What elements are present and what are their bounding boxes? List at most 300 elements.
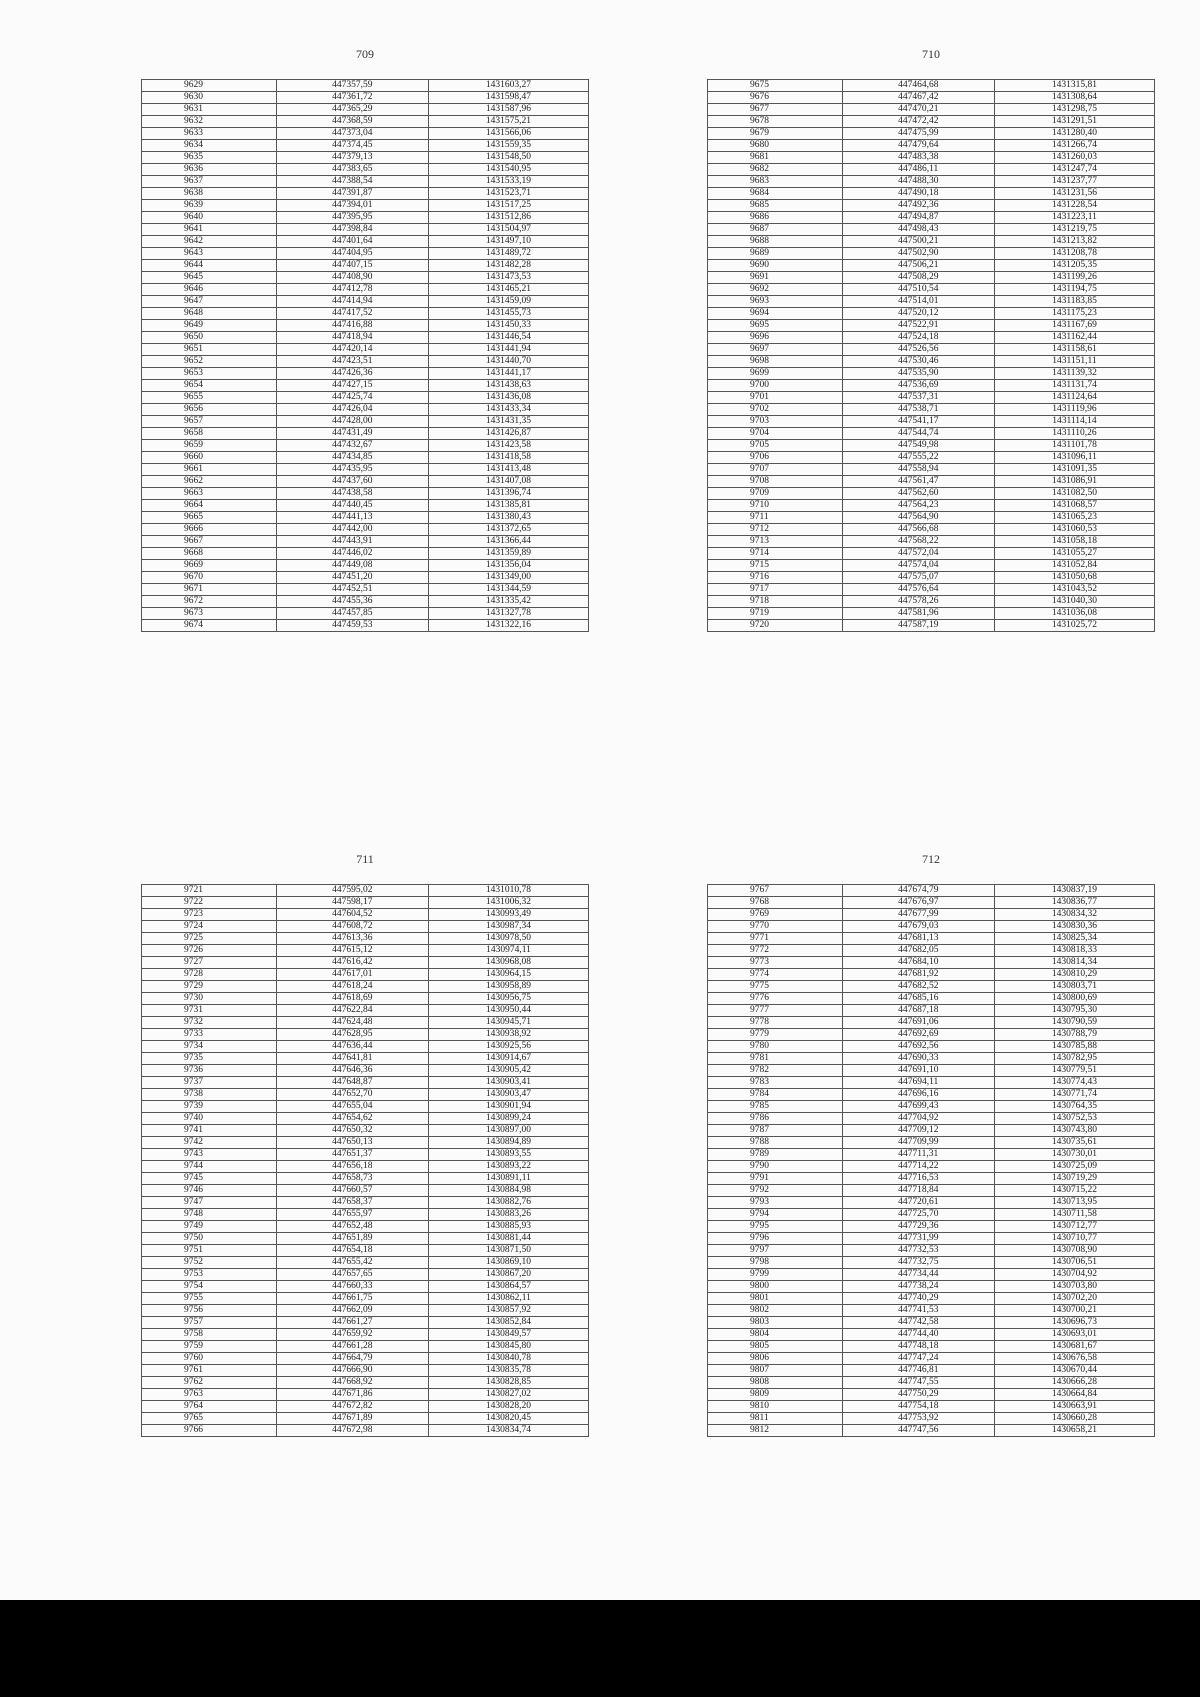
x-coordinate-cell: 447425,74 — [276, 392, 428, 404]
point-number-cell: 9712 — [708, 524, 843, 536]
y-coordinate-cell: 1430869,10 — [428, 1257, 588, 1269]
point-number-cell: 9721 — [142, 885, 277, 897]
x-coordinate-cell: 447650,13 — [276, 1137, 428, 1149]
y-coordinate-cell: 1431504,97 — [428, 224, 588, 236]
table-row — [708, 392, 1155, 404]
table-row — [708, 368, 1155, 380]
x-coordinate-cell: 447662,09 — [276, 1305, 428, 1317]
y-coordinate-cell: 1430974,11 — [428, 945, 588, 957]
y-coordinate-cell: 1430774,43 — [994, 1077, 1154, 1089]
x-coordinate-cell: 447420,14 — [276, 344, 428, 356]
x-coordinate-cell: 447437,60 — [276, 476, 428, 488]
table-row — [142, 344, 589, 356]
table-row — [142, 440, 589, 452]
y-coordinate-cell: 1431151,11 — [994, 356, 1154, 368]
table-row — [708, 1281, 1155, 1293]
y-coordinate-cell: 1431158,61 — [994, 344, 1154, 356]
table-row — [708, 260, 1155, 272]
table-row — [708, 1017, 1155, 1029]
y-coordinate-cell: 1430785,88 — [994, 1041, 1154, 1053]
y-coordinate-cell: 1430771,74 — [994, 1089, 1154, 1101]
x-coordinate-cell: 447741,53 — [842, 1305, 994, 1317]
point-number-cell: 9630 — [142, 92, 277, 104]
table-row — [708, 1113, 1155, 1125]
point-number-cell: 9640 — [142, 212, 277, 224]
table-row — [142, 548, 589, 560]
x-coordinate-cell: 447506,21 — [842, 260, 994, 272]
x-coordinate-cell: 447572,04 — [842, 548, 994, 560]
point-number-cell: 9785 — [708, 1101, 843, 1113]
table-row — [142, 200, 589, 212]
point-number-cell: 9751 — [142, 1245, 277, 1257]
y-coordinate-cell: 1430658,21 — [994, 1425, 1154, 1437]
table-row — [708, 1005, 1155, 1017]
x-coordinate-cell: 447690,33 — [842, 1053, 994, 1065]
point-number-cell: 9717 — [708, 584, 843, 596]
x-coordinate-cell: 447692,69 — [842, 1029, 994, 1041]
x-coordinate-cell: 447442,00 — [276, 524, 428, 536]
point-number-cell: 9656 — [142, 404, 277, 416]
table-row — [142, 885, 589, 897]
table-row — [142, 1329, 589, 1341]
table-row — [142, 572, 589, 584]
point-number-cell: 9716 — [708, 572, 843, 584]
x-coordinate-cell: 447685,16 — [842, 993, 994, 1005]
x-coordinate-cell: 447479,64 — [842, 140, 994, 152]
y-coordinate-cell: 1431482,28 — [428, 260, 588, 272]
y-coordinate-cell: 1430696,73 — [994, 1317, 1154, 1329]
x-coordinate-cell: 447443,91 — [276, 536, 428, 548]
x-coordinate-cell: 447373,04 — [276, 128, 428, 140]
point-number-cell: 9726 — [142, 945, 277, 957]
point-number-cell: 9772 — [708, 945, 843, 957]
table-row — [708, 596, 1155, 608]
point-number-cell: 9661 — [142, 464, 277, 476]
x-coordinate-cell: 447391,87 — [276, 188, 428, 200]
x-coordinate-cell: 447694,11 — [842, 1077, 994, 1089]
table-row — [142, 1389, 589, 1401]
y-coordinate-cell: 1431559,35 — [428, 140, 588, 152]
y-coordinate-cell: 1431407,08 — [428, 476, 588, 488]
point-number-cell: 9802 — [708, 1305, 843, 1317]
x-coordinate-cell: 447541,17 — [842, 416, 994, 428]
x-coordinate-cell: 447537,31 — [842, 392, 994, 404]
table-row — [708, 236, 1155, 248]
point-number-cell: 9745 — [142, 1173, 277, 1185]
x-coordinate-cell: 447692,56 — [842, 1041, 994, 1053]
y-coordinate-cell: 1431548,50 — [428, 152, 588, 164]
x-coordinate-cell: 447661,28 — [276, 1341, 428, 1353]
point-number-cell: 9655 — [142, 392, 277, 404]
table-row — [142, 1005, 589, 1017]
x-coordinate-cell: 447729,36 — [842, 1221, 994, 1233]
x-coordinate-cell: 447418,94 — [276, 332, 428, 344]
table-row — [142, 212, 589, 224]
x-coordinate-cell: 447624,48 — [276, 1017, 428, 1029]
y-coordinate-cell: 1430840,78 — [428, 1353, 588, 1365]
y-coordinate-cell: 1430834,74 — [428, 1425, 588, 1437]
x-coordinate-cell: 447660,33 — [276, 1281, 428, 1293]
y-coordinate-cell: 1431139,32 — [994, 368, 1154, 380]
table-row — [142, 248, 589, 260]
x-coordinate-cell: 447483,38 — [842, 152, 994, 164]
table-row — [142, 428, 589, 440]
y-coordinate-cell: 1431110,26 — [994, 428, 1154, 440]
y-coordinate-cell: 1430825,34 — [994, 933, 1154, 945]
point-number-cell: 9714 — [708, 548, 843, 560]
x-coordinate-cell: 447526,56 — [842, 344, 994, 356]
table-row — [708, 1089, 1155, 1101]
x-coordinate-cell: 447731,99 — [842, 1233, 994, 1245]
point-number-cell: 9631 — [142, 104, 277, 116]
x-coordinate-cell: 447568,22 — [842, 536, 994, 548]
y-coordinate-cell: 1431308,64 — [994, 92, 1154, 104]
y-coordinate-cell: 1431237,77 — [994, 176, 1154, 188]
y-coordinate-cell: 1430905,42 — [428, 1065, 588, 1077]
y-coordinate-cell: 1431052,84 — [994, 560, 1154, 572]
table-row — [708, 404, 1155, 416]
y-coordinate-cell: 1431040,30 — [994, 596, 1154, 608]
x-coordinate-cell: 447407,15 — [276, 260, 428, 272]
point-number-cell: 9773 — [708, 957, 843, 969]
table-row — [142, 416, 589, 428]
y-coordinate-cell: 1431575,21 — [428, 116, 588, 128]
y-coordinate-cell: 1430968,08 — [428, 957, 588, 969]
x-coordinate-cell: 447434,85 — [276, 452, 428, 464]
point-number-cell: 9803 — [708, 1317, 843, 1329]
point-number-cell: 9782 — [708, 1065, 843, 1077]
table-row — [708, 536, 1155, 548]
y-coordinate-cell: 1431175,23 — [994, 308, 1154, 320]
y-coordinate-cell: 1430660,28 — [994, 1413, 1154, 1425]
y-coordinate-cell: 1431349,00 — [428, 572, 588, 584]
x-coordinate-cell: 447522,91 — [842, 320, 994, 332]
table-row — [142, 1149, 589, 1161]
y-coordinate-cell: 1431356,04 — [428, 560, 588, 572]
x-coordinate-cell: 447681,92 — [842, 969, 994, 981]
y-coordinate-cell: 1431327,78 — [428, 608, 588, 620]
x-coordinate-cell: 447423,51 — [276, 356, 428, 368]
y-coordinate-cell: 1430711,58 — [994, 1209, 1154, 1221]
y-coordinate-cell: 1431438,63 — [428, 380, 588, 392]
point-number-cell: 9639 — [142, 200, 277, 212]
table-row — [142, 524, 589, 536]
point-number-cell: 9771 — [708, 933, 843, 945]
table-row — [708, 548, 1155, 560]
table-row — [142, 116, 589, 128]
x-coordinate-cell: 447716,53 — [842, 1173, 994, 1185]
x-coordinate-cell: 447677,99 — [842, 909, 994, 921]
table-row — [142, 957, 589, 969]
table-row — [708, 560, 1155, 572]
y-coordinate-cell: 1430834,32 — [994, 909, 1154, 921]
point-number-cell: 9684 — [708, 188, 843, 200]
y-coordinate-cell: 1430903,47 — [428, 1089, 588, 1101]
y-coordinate-cell: 1431497,10 — [428, 236, 588, 248]
table-row — [708, 164, 1155, 176]
x-coordinate-cell: 447564,90 — [842, 512, 994, 524]
coordinate-table — [707, 884, 1155, 1437]
y-coordinate-cell: 1430964,15 — [428, 969, 588, 981]
y-coordinate-cell: 1431213,82 — [994, 236, 1154, 248]
y-coordinate-cell: 1431441,94 — [428, 344, 588, 356]
y-coordinate-cell: 1431446,54 — [428, 332, 588, 344]
table-row — [708, 80, 1155, 92]
table-row — [142, 176, 589, 188]
table-row — [708, 1245, 1155, 1257]
table-row — [708, 1233, 1155, 1245]
table-row — [142, 500, 589, 512]
table-row — [142, 1365, 589, 1377]
x-coordinate-cell: 447562,60 — [842, 488, 994, 500]
table-row — [142, 1125, 589, 1137]
table-row — [708, 92, 1155, 104]
coordinate-table — [141, 79, 589, 632]
x-coordinate-cell: 447544,74 — [842, 428, 994, 440]
x-coordinate-cell: 447651,89 — [276, 1233, 428, 1245]
table-row — [708, 1293, 1155, 1305]
point-number-cell: 9805 — [708, 1341, 843, 1353]
y-coordinate-cell: 1431603,27 — [428, 80, 588, 92]
point-number-cell: 9654 — [142, 380, 277, 392]
y-coordinate-cell: 1430901,94 — [428, 1101, 588, 1113]
point-number-cell: 9642 — [142, 236, 277, 248]
table-row — [142, 1041, 589, 1053]
point-number-cell: 9693 — [708, 296, 843, 308]
table-row — [708, 200, 1155, 212]
x-coordinate-cell: 447490,18 — [842, 188, 994, 200]
y-coordinate-cell: 1431385,81 — [428, 500, 588, 512]
x-coordinate-cell: 447574,04 — [842, 560, 994, 572]
point-number-cell: 9759 — [142, 1341, 277, 1353]
point-number-cell: 9797 — [708, 1245, 843, 1257]
y-coordinate-cell: 1431010,78 — [428, 885, 588, 897]
y-coordinate-cell: 1431280,40 — [994, 128, 1154, 140]
table-row — [142, 981, 589, 993]
x-coordinate-cell: 447404,95 — [276, 248, 428, 260]
table-row — [708, 572, 1155, 584]
point-number-cell: 9804 — [708, 1329, 843, 1341]
x-coordinate-cell: 447668,92 — [276, 1377, 428, 1389]
y-coordinate-cell: 1431091,35 — [994, 464, 1154, 476]
table-row — [142, 512, 589, 524]
y-coordinate-cell: 1430893,22 — [428, 1161, 588, 1173]
y-coordinate-cell: 1431540,95 — [428, 164, 588, 176]
table-row — [708, 620, 1155, 632]
table-row — [708, 332, 1155, 344]
table-row — [708, 1197, 1155, 1209]
x-coordinate-cell: 447732,53 — [842, 1245, 994, 1257]
table-row — [708, 1029, 1155, 1041]
y-coordinate-cell: 1430871,50 — [428, 1245, 588, 1257]
x-coordinate-cell: 447691,10 — [842, 1065, 994, 1077]
point-number-cell: 9761 — [142, 1365, 277, 1377]
x-coordinate-cell: 447732,75 — [842, 1257, 994, 1269]
x-coordinate-cell: 447748,18 — [842, 1341, 994, 1353]
table-row — [142, 1401, 589, 1413]
table-row — [142, 608, 589, 620]
y-coordinate-cell: 1431205,35 — [994, 260, 1154, 272]
y-coordinate-cell: 1430867,20 — [428, 1269, 588, 1281]
point-number-cell: 9812 — [708, 1425, 843, 1437]
table-row — [142, 1089, 589, 1101]
table-row — [708, 981, 1155, 993]
y-coordinate-cell: 1431459,09 — [428, 296, 588, 308]
table-row — [708, 284, 1155, 296]
y-coordinate-cell: 1431322,16 — [428, 620, 588, 632]
table-row — [142, 1137, 589, 1149]
x-coordinate-cell: 447451,20 — [276, 572, 428, 584]
y-coordinate-cell: 1431366,44 — [428, 536, 588, 548]
table-row — [142, 1077, 589, 1089]
point-number-cell: 9707 — [708, 464, 843, 476]
x-coordinate-cell: 447681,13 — [842, 933, 994, 945]
point-number-cell: 9724 — [142, 921, 277, 933]
table-row — [708, 320, 1155, 332]
y-coordinate-cell: 1430702,20 — [994, 1293, 1154, 1305]
point-number-cell: 9727 — [142, 957, 277, 969]
y-coordinate-cell: 1430899,24 — [428, 1113, 588, 1125]
point-number-cell: 9681 — [708, 152, 843, 164]
table-row — [142, 1269, 589, 1281]
y-coordinate-cell: 1431396,74 — [428, 488, 588, 500]
y-coordinate-cell: 1430704,92 — [994, 1269, 1154, 1281]
point-number-cell: 9809 — [708, 1389, 843, 1401]
y-coordinate-cell: 1430666,28 — [994, 1377, 1154, 1389]
point-number-cell: 9746 — [142, 1185, 277, 1197]
x-coordinate-cell: 447530,46 — [842, 356, 994, 368]
x-coordinate-cell: 447361,72 — [276, 92, 428, 104]
x-coordinate-cell: 447535,90 — [842, 368, 994, 380]
table-row — [142, 128, 589, 140]
table-row — [708, 1221, 1155, 1233]
x-coordinate-cell: 447671,86 — [276, 1389, 428, 1401]
point-number-cell: 9778 — [708, 1017, 843, 1029]
y-coordinate-cell: 1431418,58 — [428, 452, 588, 464]
y-coordinate-cell: 1430836,77 — [994, 897, 1154, 909]
y-coordinate-cell: 1431050,68 — [994, 572, 1154, 584]
point-number-cell: 9697 — [708, 344, 843, 356]
table-row — [708, 1041, 1155, 1053]
point-number-cell: 9786 — [708, 1113, 843, 1125]
point-number-cell: 9632 — [142, 116, 277, 128]
y-coordinate-cell: 1430676,58 — [994, 1353, 1154, 1365]
y-coordinate-cell: 1430958,89 — [428, 981, 588, 993]
x-coordinate-cell: 447598,17 — [276, 897, 428, 909]
y-coordinate-cell: 1430725,09 — [994, 1161, 1154, 1173]
y-coordinate-cell: 1431131,74 — [994, 380, 1154, 392]
point-number-cell: 9690 — [708, 260, 843, 272]
point-number-cell: 9720 — [708, 620, 843, 632]
y-coordinate-cell: 1430852,84 — [428, 1317, 588, 1329]
x-coordinate-cell: 447679,03 — [842, 921, 994, 933]
x-coordinate-cell: 447470,21 — [842, 104, 994, 116]
table-row — [708, 128, 1155, 140]
x-coordinate-cell: 447622,84 — [276, 1005, 428, 1017]
page-number: 709 — [356, 47, 374, 61]
x-coordinate-cell: 447651,37 — [276, 1149, 428, 1161]
y-coordinate-cell: 1430788,79 — [994, 1029, 1154, 1041]
table-row — [142, 1413, 589, 1425]
y-coordinate-cell: 1431055,27 — [994, 548, 1154, 560]
y-coordinate-cell: 1430719,29 — [994, 1173, 1154, 1185]
x-coordinate-cell: 447508,29 — [842, 272, 994, 284]
table-row — [708, 1425, 1155, 1437]
table-row — [142, 620, 589, 632]
x-coordinate-cell: 447646,36 — [276, 1065, 428, 1077]
table-row — [142, 320, 589, 332]
x-coordinate-cell: 447740,29 — [842, 1293, 994, 1305]
table-row — [708, 440, 1155, 452]
point-number-cell: 9705 — [708, 440, 843, 452]
x-coordinate-cell: 447672,82 — [276, 1401, 428, 1413]
point-number-cell: 9794 — [708, 1209, 843, 1221]
point-number-cell: 9651 — [142, 344, 277, 356]
x-coordinate-cell: 447660,57 — [276, 1185, 428, 1197]
x-coordinate-cell: 447666,90 — [276, 1365, 428, 1377]
point-number-cell: 9710 — [708, 500, 843, 512]
x-coordinate-cell: 447558,94 — [842, 464, 994, 476]
point-number-cell: 9741 — [142, 1125, 277, 1137]
y-coordinate-cell: 1431124,64 — [994, 392, 1154, 404]
table-row — [708, 224, 1155, 236]
x-coordinate-cell: 447492,36 — [842, 200, 994, 212]
point-number-cell: 9766 — [142, 1425, 277, 1437]
x-coordinate-cell: 447747,56 — [842, 1425, 994, 1437]
table-row — [142, 596, 589, 608]
point-number-cell: 9750 — [142, 1233, 277, 1245]
page-number: 711 — [356, 852, 374, 866]
page-number: 712 — [922, 852, 940, 866]
point-number-cell: 9709 — [708, 488, 843, 500]
y-coordinate-cell: 1431194,75 — [994, 284, 1154, 296]
y-coordinate-cell: 1431082,50 — [994, 488, 1154, 500]
point-number-cell: 9752 — [142, 1257, 277, 1269]
point-number-cell: 9711 — [708, 512, 843, 524]
y-coordinate-cell: 1431060,53 — [994, 524, 1154, 536]
x-coordinate-cell: 447608,72 — [276, 921, 428, 933]
table-row — [142, 488, 589, 500]
table-row — [142, 1185, 589, 1197]
x-coordinate-cell: 447457,85 — [276, 608, 428, 620]
point-number-cell: 9689 — [708, 248, 843, 260]
table-row — [142, 356, 589, 368]
point-number-cell: 9728 — [142, 969, 277, 981]
x-coordinate-cell: 447648,87 — [276, 1077, 428, 1089]
x-coordinate-cell: 447524,18 — [842, 332, 994, 344]
point-number-cell: 9807 — [708, 1365, 843, 1377]
point-number-cell: 9784 — [708, 1089, 843, 1101]
y-coordinate-cell: 1431517,25 — [428, 200, 588, 212]
x-coordinate-cell: 447426,36 — [276, 368, 428, 380]
y-coordinate-cell: 1431065,23 — [994, 512, 1154, 524]
table-row — [708, 1329, 1155, 1341]
point-number-cell: 9671 — [142, 584, 277, 596]
table-row — [142, 164, 589, 176]
y-coordinate-cell: 1430885,93 — [428, 1221, 588, 1233]
table-row — [142, 921, 589, 933]
x-coordinate-cell: 447720,61 — [842, 1197, 994, 1209]
x-coordinate-cell: 447718,84 — [842, 1185, 994, 1197]
y-coordinate-cell: 1431433,34 — [428, 404, 588, 416]
y-coordinate-cell: 1431208,78 — [994, 248, 1154, 260]
x-coordinate-cell: 447438,58 — [276, 488, 428, 500]
y-coordinate-cell: 1430864,57 — [428, 1281, 588, 1293]
point-number-cell: 9789 — [708, 1149, 843, 1161]
y-coordinate-cell: 1430803,71 — [994, 981, 1154, 993]
point-number-cell: 9688 — [708, 236, 843, 248]
point-number-cell: 9699 — [708, 368, 843, 380]
